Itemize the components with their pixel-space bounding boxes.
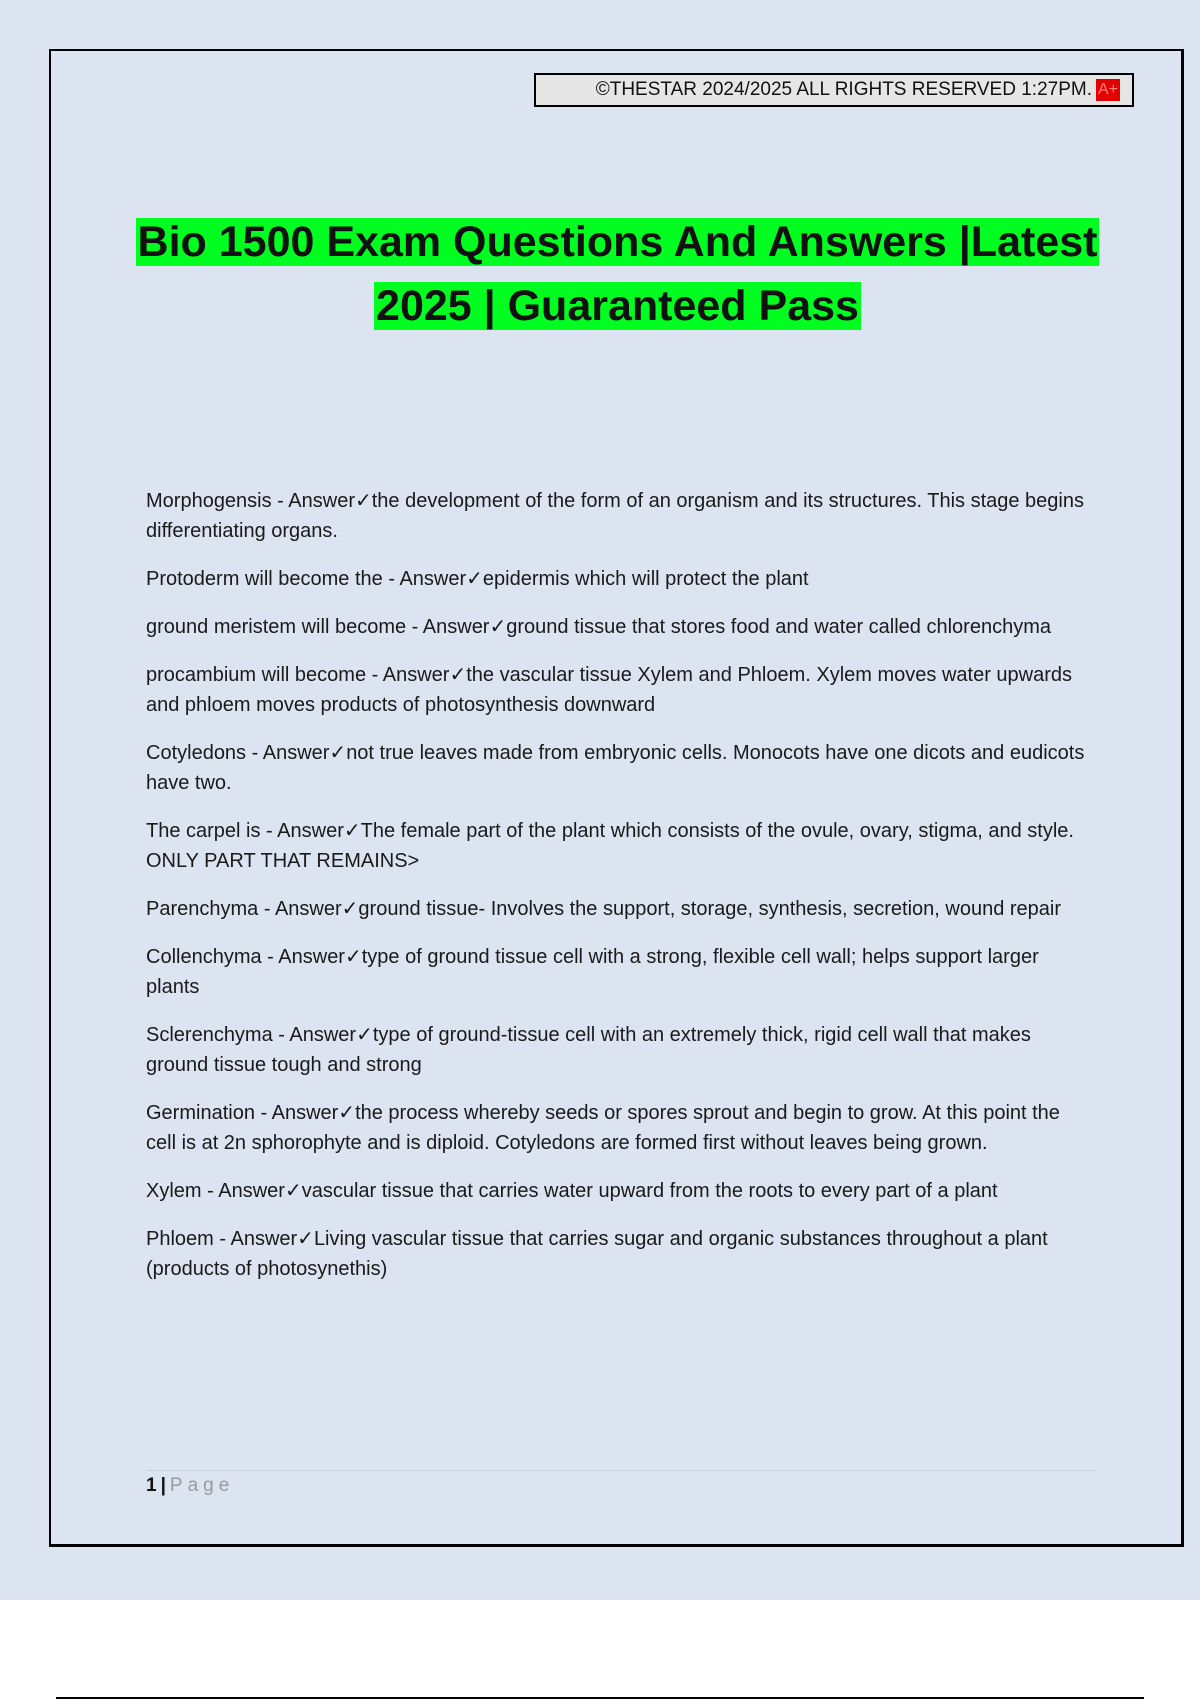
- answer-marker: Answer✓: [218, 1180, 302, 1202]
- copyright-header: [534, 73, 1134, 107]
- qa-question: Xylem -: [146, 1180, 219, 1202]
- qa-answer: Living vascular tissue that carries sugar and organic substances throughout a plant (products of photosynethis): [146, 1228, 1048, 1280]
- answer-marker: Answer✓: [262, 742, 347, 764]
- answer-marker: Answer✓: [422, 616, 507, 638]
- answer-marker: Answer✓: [289, 1024, 373, 1046]
- qa-question: Cotyledons -: [146, 742, 263, 764]
- title-line-2: 2025 | Guaranteed Pass: [376, 282, 859, 330]
- document-title: [60, 210, 1175, 338]
- qa-question: Protoderm will become the -: [146, 568, 400, 590]
- copyright-text: ©THESTAR 2024/2025 ALL RIGHTS RESERVED 1:27PM.: [595, 79, 1092, 100]
- qa-question: Sclerenchyma -: [146, 1024, 290, 1046]
- footer-divider: [146, 1470, 1096, 1471]
- qa-answer: type of ground-tissue cell with an extremely thick, rigid cell wall that makes ground tissue tough and strong: [146, 1024, 1031, 1076]
- footer-separator: |: [160, 1475, 166, 1496]
- answer-marker: Answer✓: [277, 820, 361, 842]
- page-label: Page: [169, 1475, 235, 1496]
- qa-question: Germination -: [146, 1102, 272, 1124]
- qa-item: [146, 1098, 1086, 1158]
- rating-badge: A+: [1096, 79, 1120, 101]
- qa-item: [146, 1020, 1086, 1080]
- qa-item: [146, 1224, 1086, 1284]
- qa-list: [146, 486, 1086, 1302]
- qa-item: [146, 660, 1086, 720]
- qa-answer: type of ground tissue cell with a strong, flexible cell wall; helps support larger plants: [146, 946, 1039, 998]
- qa-answer: not true leaves made from embryonic cells. Monocots have one dicots and eudicots have two.: [146, 742, 1085, 794]
- qa-question: Parenchyma -: [146, 898, 275, 920]
- qa-answer: vascular tissue that carries water upward from the roots to every part of a plant: [301, 1180, 998, 1202]
- title-line-1: Bio 1500 Exam Questions And Answers |Latest: [137, 218, 1098, 266]
- answer-marker: Answer✓: [274, 898, 359, 920]
- qa-item: [146, 942, 1086, 1002]
- qa-answer: the vascular tissue Xylem and Phloem. Xylem moves water upwards and phloem moves products of photosynthesis downward: [146, 664, 1073, 716]
- qa-answer: The female part of the plant which consists of the ovule, ovary, stigma, and style. ONLY PART THAT REMAINS>: [146, 820, 1074, 872]
- answer-marker: Answer✓: [288, 490, 372, 512]
- qa-answer: epidermis which will protect the plant: [482, 568, 809, 590]
- answer-marker: Answer✓: [271, 1102, 356, 1124]
- qa-item: [146, 612, 1086, 642]
- qa-item: [146, 486, 1086, 546]
- qa-answer: ground tissue- Involves the support, storage, synthesis, secretion, wound repair: [358, 898, 1062, 920]
- qa-item: [146, 894, 1086, 924]
- answer-marker: Answer✓: [278, 946, 362, 968]
- answer-marker: Answer✓: [230, 1228, 314, 1250]
- answer-marker: Answer✓: [399, 568, 483, 590]
- qa-item: [146, 564, 1086, 594]
- qa-item: [146, 1176, 1086, 1206]
- page-footer: [146, 1473, 234, 1499]
- qa-answer: the development of the form of an organism and its structures. This stage begins differentiating organs.: [146, 490, 1084, 542]
- qa-question: ground meristem will become -: [146, 616, 423, 638]
- answer-marker: Answer✓: [382, 664, 467, 686]
- qa-question: Morphogensis -: [146, 490, 289, 512]
- page-number: 1: [146, 1475, 157, 1496]
- bottom-divider: [56, 1697, 1144, 1699]
- qa-question: The carpel is -: [146, 820, 278, 842]
- qa-question: Collenchyma -: [146, 946, 279, 968]
- qa-item: [146, 816, 1086, 876]
- qa-item: [146, 738, 1086, 798]
- qa-answer: the process whereby seeds or spores sprout and begin to grow. At this point the cell is at 2n sphorophyte and is diploid. Cotyledons are formed first without leaves being grown.: [146, 1102, 1060, 1154]
- qa-question: Phloem -: [146, 1228, 231, 1250]
- qa-question: procambium will become -: [146, 664, 383, 686]
- qa-answer: ground tissue that stores food and water called chlorenchyma: [506, 616, 1051, 638]
